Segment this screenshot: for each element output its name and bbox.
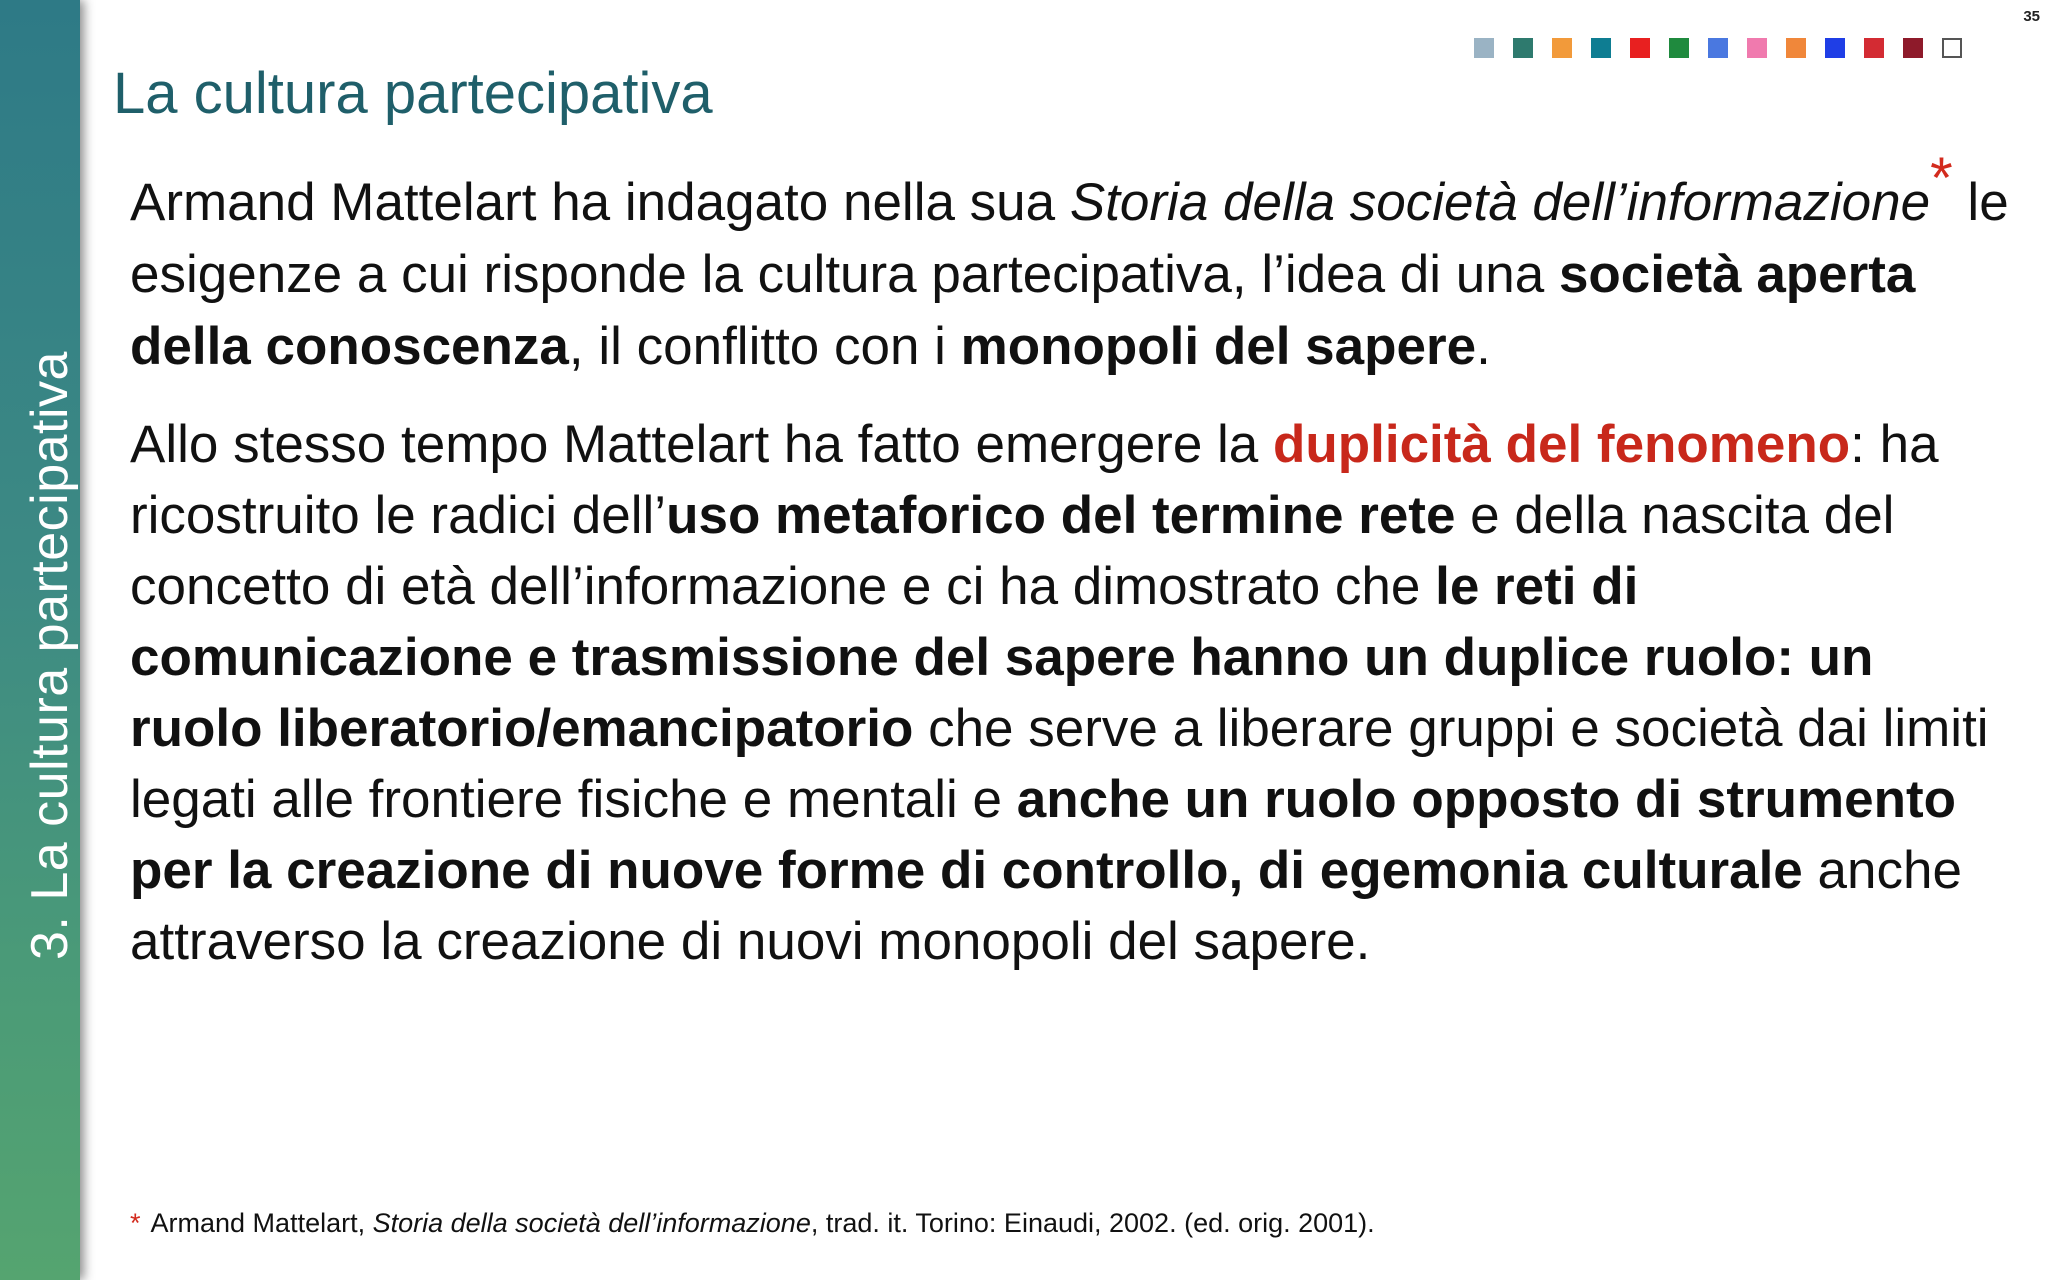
bold-reti-comunicazione: le reti di comunicazione e trasmissione del sapere hanno un duplice ruolo: un ruolo liberatorio/emancipatorio (130, 557, 1874, 758)
nav-square-9[interactable] (1786, 38, 1806, 58)
footnote-marker: * (1930, 146, 1953, 211)
paragraph-2-text-5: anche attraverso la creazione di nuovi monopoli del sapere. (130, 841, 1962, 971)
nav-square-5[interactable] (1630, 38, 1650, 58)
footnote (130, 1208, 1375, 1239)
nav-square-1[interactable] (1474, 38, 1494, 58)
slide-body (130, 146, 2010, 1003)
nav-square-12[interactable] (1903, 38, 1923, 58)
bold-societa-aperta: società aperta della conoscenza (130, 245, 1916, 376)
paragraph-2-text-1: Allo stesso tempo Mattelart ha fatto emergere la (130, 415, 1273, 474)
paragraph-2-text-4: che serve a liberare gruppi e società dai limiti legati alle frontiere fisiche e mentali e (130, 699, 1989, 829)
nav-square-11[interactable] (1864, 38, 1884, 58)
bold-uso-metaforico: uso metaforico del termine rete (666, 486, 1456, 545)
paragraph-1-text-2: le esigenze a cui risponde la cultura partecipativa, l’idea di una (130, 173, 2009, 304)
footnote-text-2: , trad. it. Torino: Einaudi, 2002. (ed. orig. 2001). (810, 1208, 1375, 1238)
book-title-italic: Storia della società dell’informazione (1069, 173, 1931, 232)
nav-square-2[interactable] (1513, 38, 1533, 58)
page-number: 35 (2023, 8, 2040, 25)
bold-ruolo-opposto: anche un ruolo opposto di strumento per la creazione di nuove forme di controllo, di egemonia culturale (130, 770, 1956, 900)
paragraph-1 (130, 146, 2010, 383)
paragraph-2-text-2: : ha ricostruito le radici dell’ (130, 415, 1939, 545)
paragraph-1-text-3: , il conflitto con i (568, 317, 961, 376)
nav-square-7[interactable] (1708, 38, 1728, 58)
nav-square-13[interactable] (1942, 38, 1962, 58)
bold-monopoli: monopoli del sapere (960, 317, 1477, 376)
nav-square-3[interactable] (1552, 38, 1572, 58)
sidebar (0, 0, 80, 1280)
nav-square-4[interactable] (1591, 38, 1611, 58)
page-title: La cultura partecipativa (113, 61, 713, 126)
paragraph-2 (130, 409, 2010, 977)
nav-square-6[interactable] (1669, 38, 1689, 58)
nav-square-10[interactable] (1825, 38, 1845, 58)
section-navigation (1474, 38, 1962, 58)
nav-square-8[interactable] (1747, 38, 1767, 58)
red-highlight-duplicita: duplicità del fenomeno (1273, 415, 1851, 474)
paragraph-2-text-3: e della nascita del concetto di età dell’informazione e ci ha dimostrato che (130, 486, 1895, 616)
paragraph-1-text-1: Armand Mattelart ha indagato nella sua (130, 173, 1070, 232)
footnote-asterisk: * (130, 1208, 141, 1238)
footnote-book-title: Storia della società dell’informazione (372, 1208, 811, 1238)
paragraph-1-text-4: . (1476, 317, 1491, 376)
footnote-text-1: Armand Mattelart, (150, 1208, 373, 1238)
sidebar-section-label: 3. La cultura partecipativa (21, 351, 79, 960)
